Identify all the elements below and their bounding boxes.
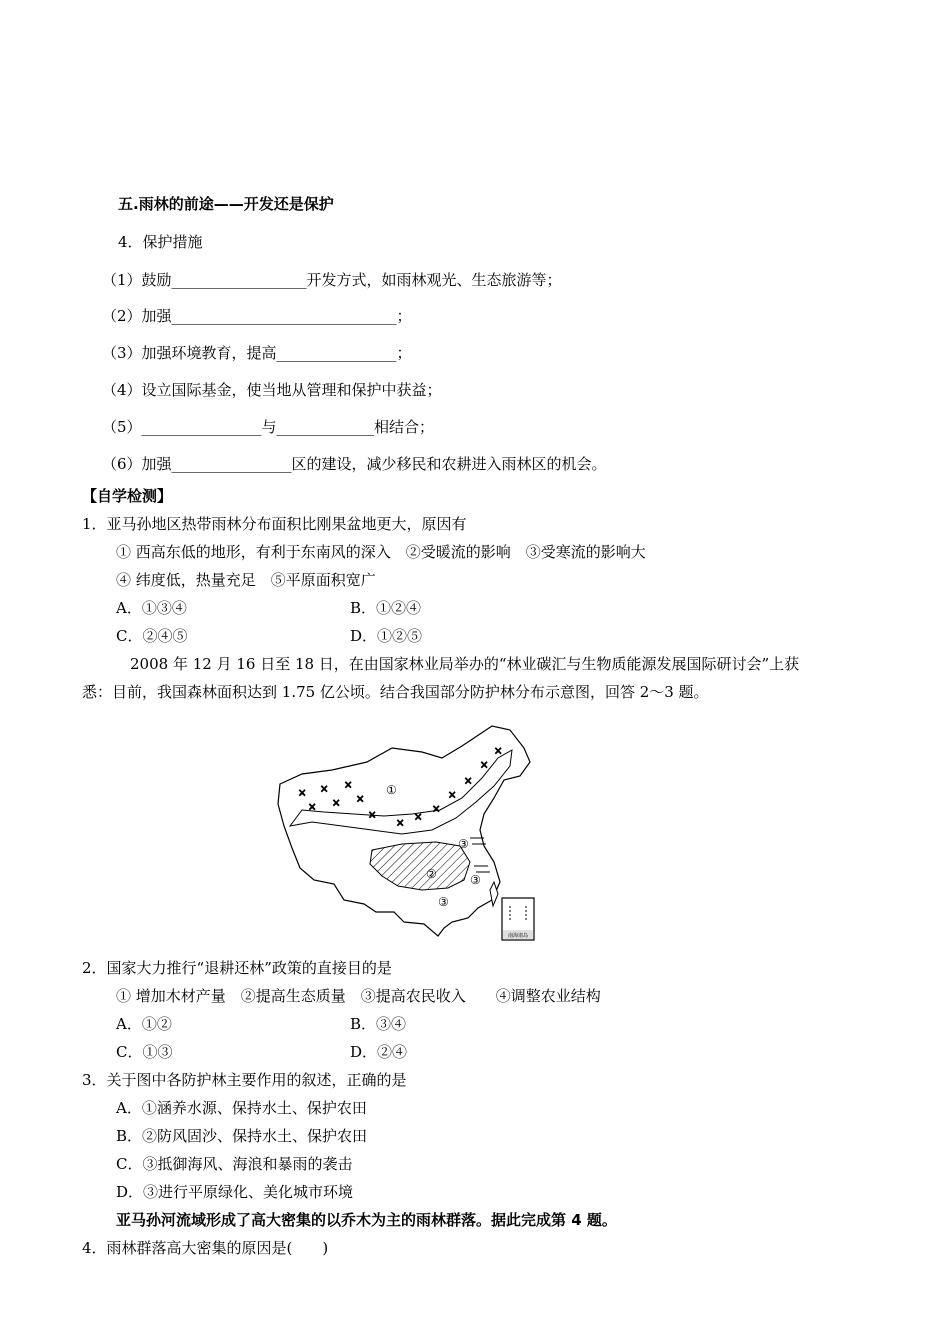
selftest-title: 【自学检测】 [82, 487, 173, 505]
map-label-2: ② [426, 867, 437, 881]
svg-text:×: × [368, 810, 377, 821]
svg-text:×: × [298, 788, 307, 799]
q3-option-a: A．①涵养水源、保持水土、保护农田 [116, 1099, 367, 1117]
passage-line-2: 悉：目前，我国森林面积达到 1.75 亿公顷。结合我国部分防护林分布示意图，回答 2～3 题。 [82, 683, 709, 701]
map-label-3b: ③ [470, 873, 481, 887]
map-label-3a: ③ [458, 837, 469, 851]
q1-statements-2: ④ 纬度低，热量充足 ⑤平原面积宽广 [116, 571, 376, 589]
q1-option-a: A．①③④ [116, 599, 187, 617]
svg-text:×: × [432, 804, 441, 815]
q4-intro: 亚马孙河流域形成了高大密集的以乔木为主的雨林群落。据此完成第 4 题。 [116, 1211, 617, 1229]
measure-item-1: （1）鼓励__________________开发方式，如雨林观光、生态旅游等； [102, 271, 562, 289]
q1-option-b: B．①②④ [350, 599, 422, 617]
q4-stem: 4．雨林群落高大密集的原因是( ) [82, 1239, 329, 1257]
section-subheading: 4．保护措施 [118, 233, 203, 251]
map-label-3c: ③ [438, 895, 449, 909]
svg-text:×: × [448, 790, 457, 801]
measure-item-4: （4）设立国际基金，使当地从管理和保护中获益； [102, 381, 442, 399]
svg-text:×: × [464, 776, 473, 787]
q2-option-b: B．③④ [350, 1015, 407, 1033]
measure-item-5: （5）________________与_____________相结合； [102, 418, 435, 436]
q2-statements: ① 增加木材产量 ②提高生态质量 ③提高农民收入 ④调整农业结构 [116, 987, 601, 1005]
svg-text:×: × [320, 784, 329, 795]
q2-stem: 2．国家大力推行“退耕还林”政策的直接目的是 [82, 959, 392, 977]
section-heading: 五.雨林的前途——开发还是保护 [118, 195, 334, 213]
q3-option-b: B．②防风固沙、保持水土、保护农田 [116, 1127, 368, 1145]
q3-option-d: D．③进行平原绿化、美化城市环境 [116, 1183, 354, 1201]
shelterbelt-map [272, 722, 542, 944]
svg-text:×: × [308, 802, 317, 813]
measure-item-6: （6）加强________________区的建设，减少移民和农耕进入雨林区的机会。 [102, 455, 607, 473]
svg-text:×: × [480, 760, 489, 771]
measure-item-2: （2）加强______________________________； [102, 307, 412, 325]
q1-statements-1: ① 西高东低的地形，有利于东南风的深入 ②受暖流的影响 ③受寒流的影响大 [116, 543, 646, 561]
q2-option-a: A．①② [116, 1015, 172, 1033]
q2-option-c: C．①③ [116, 1043, 173, 1061]
china-outline [278, 726, 530, 936]
q3-stem: 3．关于图中各防护林主要作用的叙述，正确的是 [82, 1071, 407, 1089]
svg-text:×: × [344, 780, 353, 791]
measure-item-3: （3）加强环境教育，提高________________； [102, 344, 412, 362]
q1-stem: 1．亚马孙地区热带雨林分布面积比刚果盆地更大，原因有 [82, 515, 467, 533]
q1-option-d: D．①②⑤ [350, 627, 423, 645]
svg-text:×: × [332, 798, 341, 809]
map-label-1: ① [386, 783, 397, 797]
svg-text:×: × [494, 746, 503, 757]
svg-text:×: × [396, 818, 405, 829]
south-china-sea-inset [502, 898, 534, 940]
svg-text:×: × [356, 794, 365, 805]
q1-option-c: C．②④⑤ [116, 627, 188, 645]
svg-text:×: × [414, 812, 423, 823]
q3-option-c: C．③抵御海风、海浪和暴雨的袭击 [116, 1155, 353, 1173]
inset-label: 南海诸岛 [507, 933, 529, 939]
q2-option-d: D．②④ [350, 1043, 408, 1061]
passage-line-1: 2008 年 12 月 16 日至 18 日，在由国家林业局举办的“林业碳汇与生物质能源发展国际研讨会”上获 [130, 655, 800, 673]
